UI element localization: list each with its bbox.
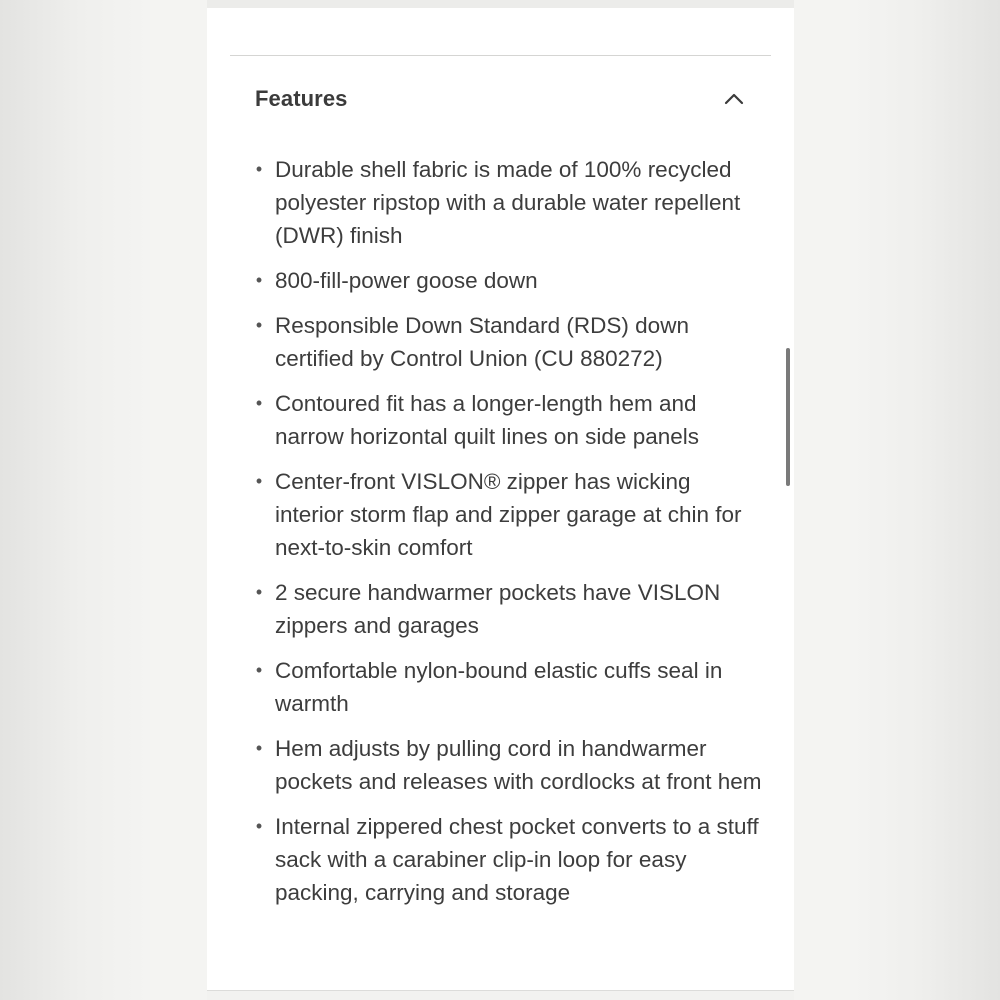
chevron-up-icon[interactable] — [722, 87, 746, 111]
feature-item — [253, 810, 763, 909]
feature-item — [253, 732, 763, 798]
feature-text: Hem adjusts by pulling cord in handwarmer pockets and releases with cordlocks at front hem — [275, 736, 762, 794]
top-strip — [207, 0, 794, 8]
bottom-edge — [207, 990, 794, 1000]
bullet: • — [255, 582, 263, 602]
section-divider — [230, 55, 771, 56]
bullet: • — [255, 270, 263, 290]
feature-text: Responsible Down Standard (RDS) down certified by Control Union (CU 880272) — [275, 313, 689, 371]
feature-item — [253, 654, 763, 720]
feature-text: Comfortable nylon-bound elastic cuffs seal in warmth — [275, 658, 723, 716]
bullet: • — [255, 315, 263, 335]
feature-text: Center-front VISLON® zipper has wicking interior storm flap and zipper garage at chin for next-to-skin comfort — [275, 469, 742, 560]
feature-text: Contoured fit has a longer-length hem and narrow horizontal quilt lines on side panels — [275, 391, 699, 449]
bullet: • — [255, 660, 263, 680]
bullet: • — [255, 393, 263, 413]
bullet: • — [255, 816, 263, 836]
features-accordion-header[interactable] — [255, 82, 746, 116]
feature-item — [253, 153, 763, 252]
bullet: • — [255, 159, 263, 179]
feature-text: Durable shell fabric is made of 100% recycled polyester ripstop with a durable water repellent (DWR) finish — [275, 157, 741, 248]
feature-item — [253, 387, 763, 453]
features-list — [253, 153, 763, 921]
bullet: • — [255, 471, 263, 491]
feature-text: Internal zippered chest pocket converts to a stuff sack with a carabiner clip-in loop for easy packing, carrying and storage — [275, 814, 759, 905]
feature-item — [253, 309, 763, 375]
feature-text: 800-fill-power goose down — [275, 268, 538, 293]
features-title: Features — [255, 86, 348, 111]
feature-item — [253, 465, 763, 564]
scrollbar-thumb[interactable] — [786, 348, 790, 486]
bullet: • — [255, 738, 263, 758]
feature-item — [253, 576, 763, 642]
feature-text: 2 secure handwarmer pockets have VISLON zippers and garages — [275, 580, 721, 638]
feature-item — [253, 264, 763, 297]
